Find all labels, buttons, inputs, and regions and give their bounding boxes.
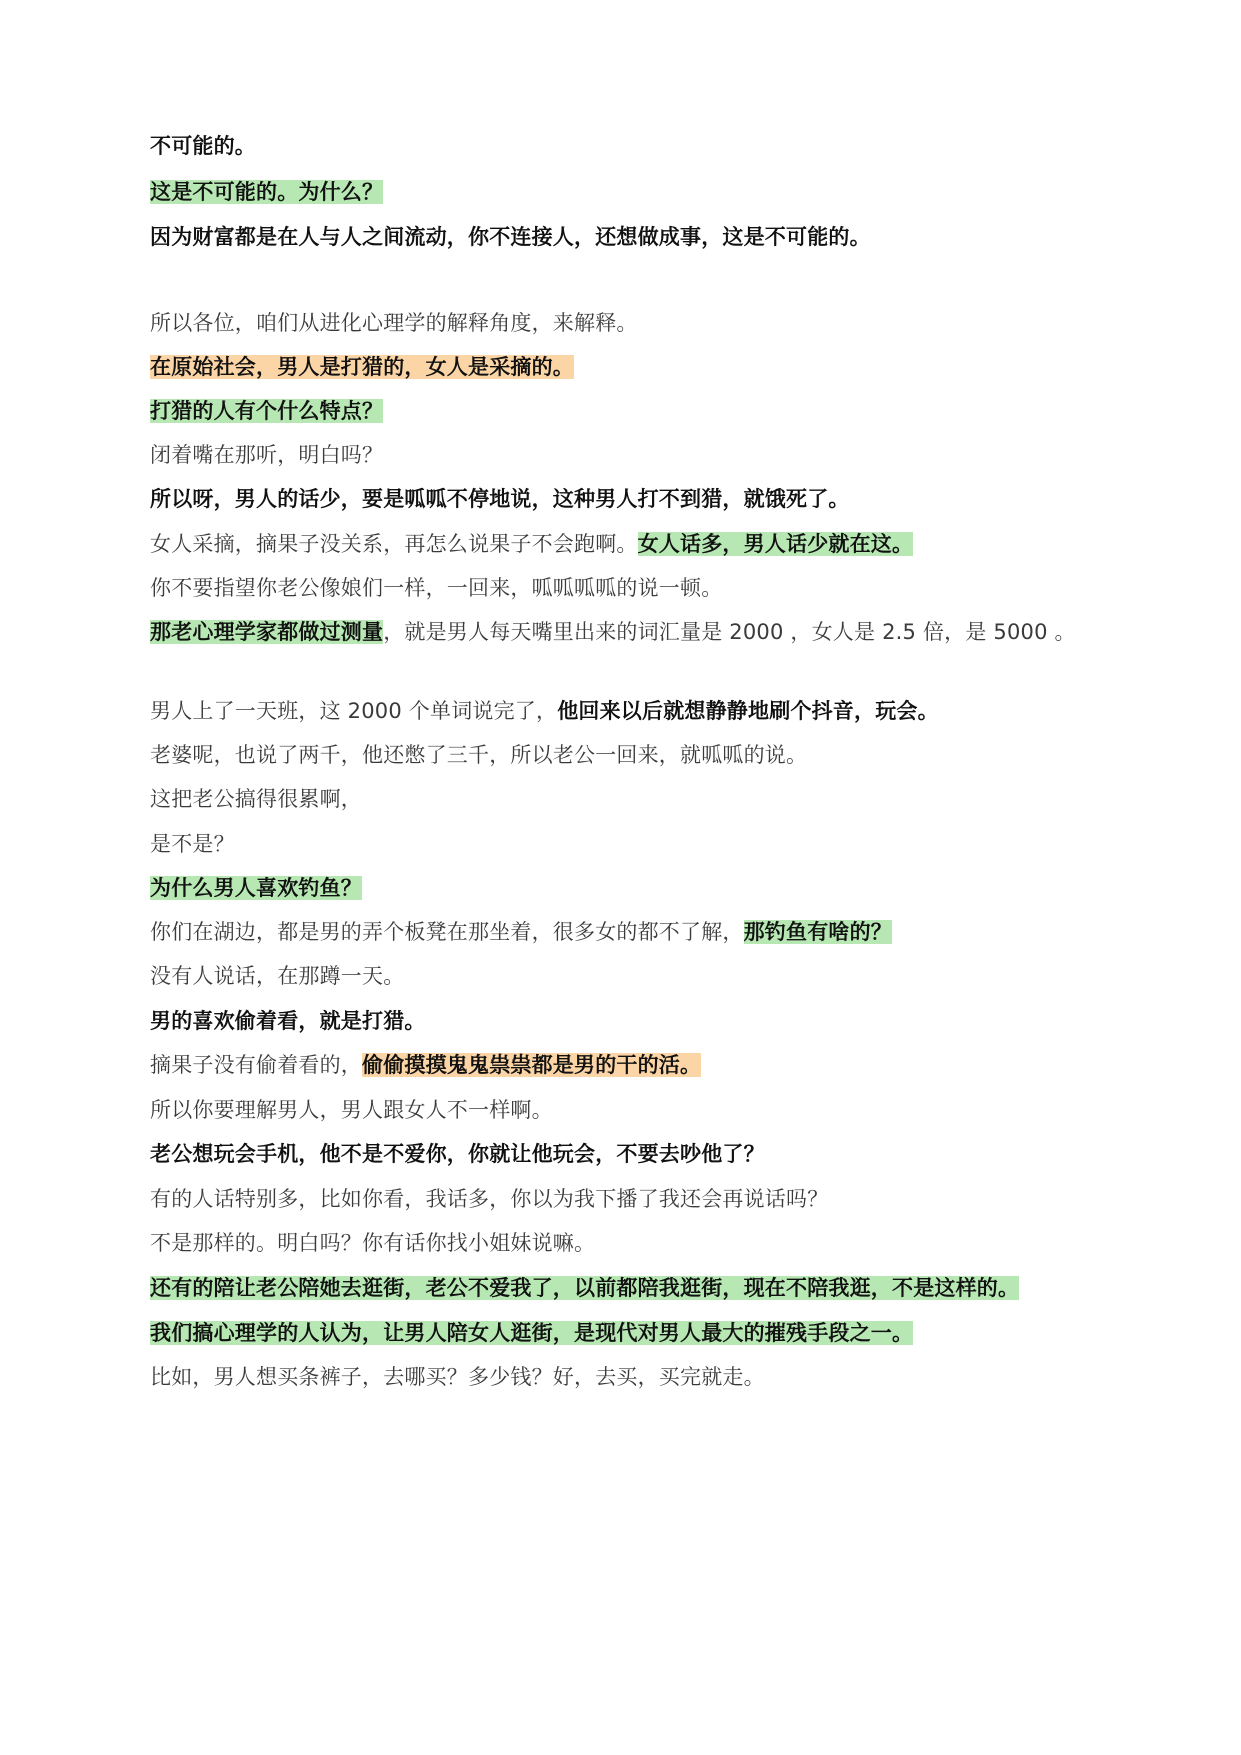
text-segment: 女人话多，男人话少就在这。 <box>637 532 914 556</box>
paragraph <box>150 914 1100 950</box>
text-segment: 因为财富都是在人与人之间流动，你不连接人，还想做成事，这是不可能的。 <box>150 225 871 249</box>
text-segment: 男人上了一天班，这 2000 个单词说完了， <box>150 699 558 723</box>
paragraph <box>150 1003 1100 1039</box>
text-segment: ，就是男人每天嘴里出来的词汇量是 2000 ，女人是 2.5 倍，是 5000 。 <box>383 620 1076 644</box>
text-segment: 不可能的。 <box>150 134 256 158</box>
text-segment: 所以呀，男人的话少，要是呱呱不停地说，这种男人打不到猎，就饿死了。 <box>150 487 850 511</box>
paragraph <box>150 1315 1100 1351</box>
paragraph <box>150 693 1100 729</box>
paragraph <box>150 1047 1100 1083</box>
text-segment: 这是不可能的。为什么？ <box>150 180 384 204</box>
text-segment: 偷偷摸摸鬼鬼祟祟都是男的干的活。 <box>362 1053 702 1077</box>
paragraph <box>150 526 1100 562</box>
text-segment: 老婆呢，也说了两千，他还憋了三千，所以老公一回来，就呱呱的说。 <box>150 743 808 767</box>
text-segment: 还有的陪让老公陪她去逛街，老公不爱我了，以前都陪我逛街，现在不陪我逛，不是这样的。 <box>150 1276 1020 1300</box>
text-segment: 那钓鱼有啥的？ <box>743 920 893 944</box>
text-segment: 为什么男人喜欢钓鱼？ <box>150 876 362 900</box>
text-segment: 所以你要理解男人，男人跟女人不一样啊。 <box>150 1098 553 1122</box>
paragraph <box>150 826 1100 862</box>
text-segment: 那老心理学家都做过测量 <box>150 620 384 644</box>
paragraph <box>150 481 1100 517</box>
paragraph <box>150 1270 1090 1306</box>
paragraph <box>150 737 1100 773</box>
paragraph <box>150 1092 1100 1128</box>
paragraph <box>150 870 1100 906</box>
paragraph <box>150 128 1100 164</box>
paragraph <box>150 614 1100 650</box>
text-segment: 女人采摘，摘果子没关系，再怎么说果子不会跑啊。 <box>150 532 638 556</box>
paragraph <box>150 781 1100 817</box>
paragraph <box>150 1136 1100 1172</box>
paragraph <box>150 1225 1100 1261</box>
text-segment: 没有人说话，在那蹲一天。 <box>150 964 405 988</box>
paragraph <box>150 1359 1100 1395</box>
text-segment: 是不是？ <box>150 832 235 856</box>
paragraph <box>150 958 1100 994</box>
text-segment: 老公想玩会手机，他不是不爱你，你就让他玩会，不要去吵他了？ <box>150 1142 765 1166</box>
paragraph <box>150 349 1100 385</box>
paragraph <box>150 174 1100 210</box>
text-segment: 这把老公搞得很累啊， <box>150 787 362 811</box>
text-segment: 在原始社会，男人是打猎的，女人是采摘的。 <box>150 355 574 379</box>
paragraph <box>150 219 1100 255</box>
text-segment: 我们搞心理学的人认为，让男人陪女人逛街，是现代对男人最大的摧残手段之一。 <box>150 1321 914 1345</box>
paragraph <box>150 437 1100 473</box>
text-segment: 不是那样的。明白吗？你有话你找小姐妹说嘛。 <box>150 1231 596 1255</box>
paragraph <box>150 305 1100 341</box>
text-segment: 摘果子没有偷着看的， <box>150 1053 362 1077</box>
paragraph <box>150 570 1100 606</box>
paragraph <box>150 393 1100 429</box>
text-segment: 所以各位，咱们从进化心理学的解释角度，来解释。 <box>150 311 638 335</box>
text-segment: 闭着嘴在那听，明白吗？ <box>150 443 384 467</box>
text-segment: 打猎的人有个什么特点？ <box>150 399 384 423</box>
text-segment: 你不要指望你老公像娘们一样，一回来，呱呱呱呱的说一顿。 <box>150 576 723 600</box>
text-segment: 你们在湖边，都是男的弄个板凳在那坐着，很多女的都不了解， <box>150 920 744 944</box>
text-segment: 他回来以后就想静静地刷个抖音，玩会。 <box>557 699 939 723</box>
text-segment: 男的喜欢偷着看，就是打猎。 <box>150 1009 426 1033</box>
paragraph <box>150 1181 1100 1217</box>
text-segment: 比如，男人想买条裤子，去哪买？多少钱？好，去买，买完就走。 <box>150 1365 765 1389</box>
text-segment: 有的人话特别多，比如你看，我话多，你以为我下播了我还会再说话吗？ <box>150 1187 829 1211</box>
